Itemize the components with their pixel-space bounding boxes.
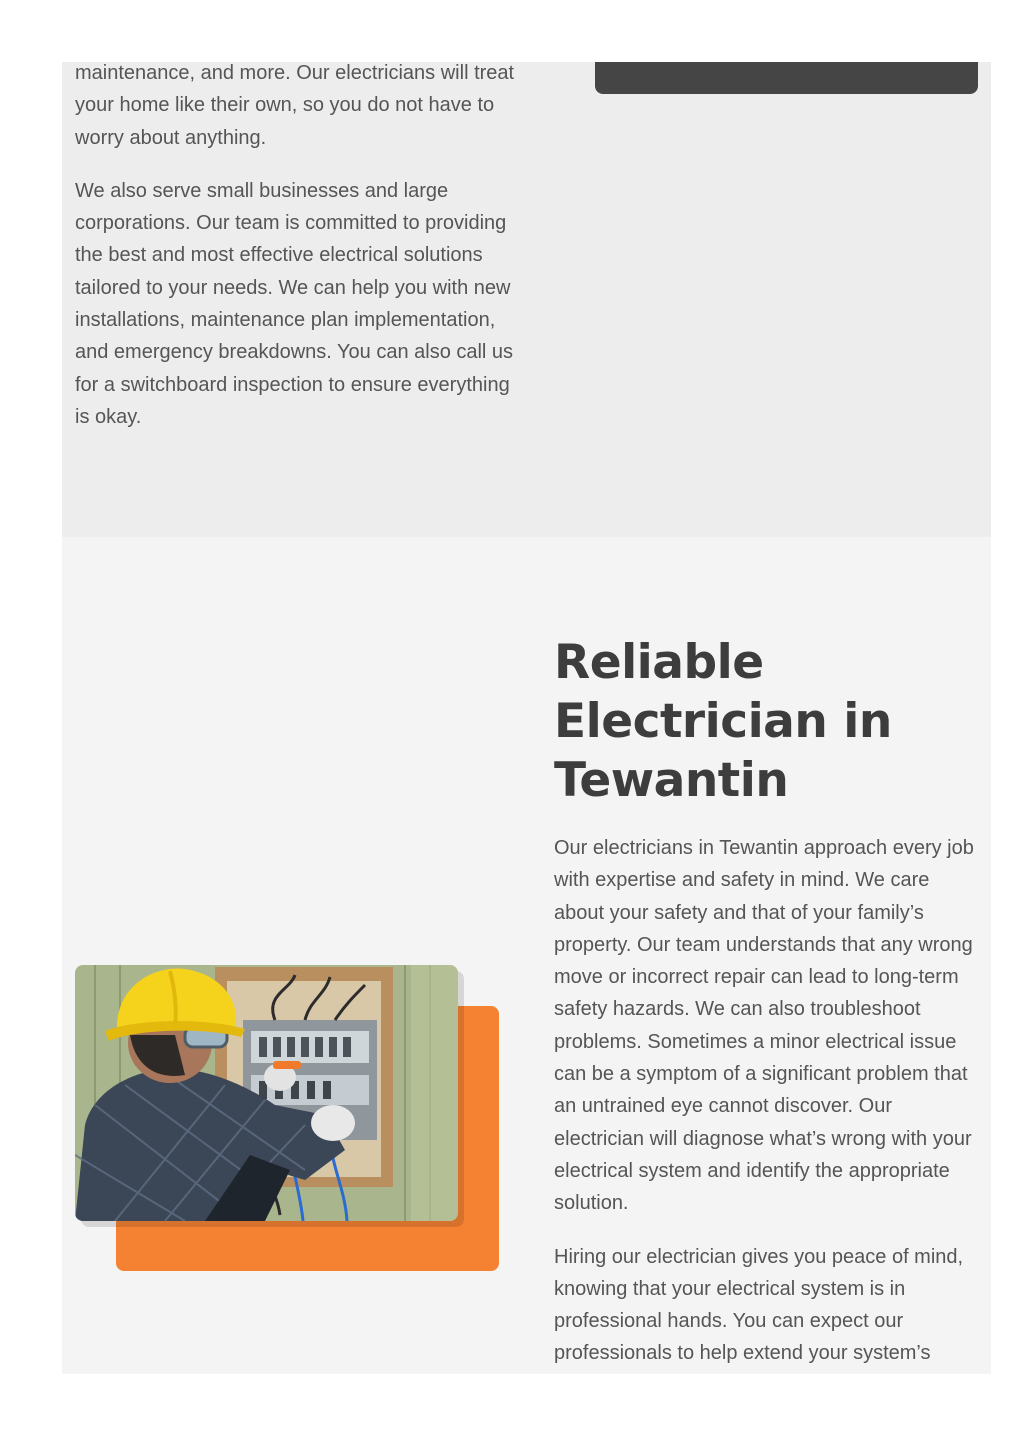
reliable-electrician-text (554, 832, 984, 1374)
services-text (75, 57, 515, 454)
services-paragraph-2: We also serve small businesses and large corporations. Our team is committed to providing the best and most effective electrical solutions tailored to your needs. We can help you with new installations, maintenance plan implementation, and emergency breakdowns. You can also call us for a switchboard inspection to ensure everything is okay. (75, 179, 514, 428)
electrician-at-switchboard-illustration (75, 965, 458, 1221)
reliable-paragraph-2: Hiring our electrician gives you peace of mind, knowing that your electrical system is in professional hands. You can expect our professionals to help extend your system’s (554, 1245, 964, 1365)
reliable-electrician-section (62, 537, 991, 1374)
section-heading: Reliable Electrician in Tewantin (554, 635, 892, 808)
services-paragraph-1: maintenance, and more. Our electricians will treat your home like their own, so you do not have to worry about anything. (75, 62, 515, 149)
services-section (62, 62, 991, 537)
electrician-photo (75, 965, 458, 1221)
dark-card-bottom-edge (595, 62, 978, 94)
reliable-paragraph-1: Our electricians in Tewantin approach every job with expertise and safety in mind. We care about your safety and that of your family’s property. Our team understands that any wrong move or incorrect repair can lead to long-term safety hazards. We can also troubleshoot problems. Sometimes a minor electrical issue can be a symptom of a significant problem that an untrained eye cannot discover. Our electrician will diagnose what’s wrong with your electrical system and identify the appropriate solution. (554, 837, 974, 1215)
